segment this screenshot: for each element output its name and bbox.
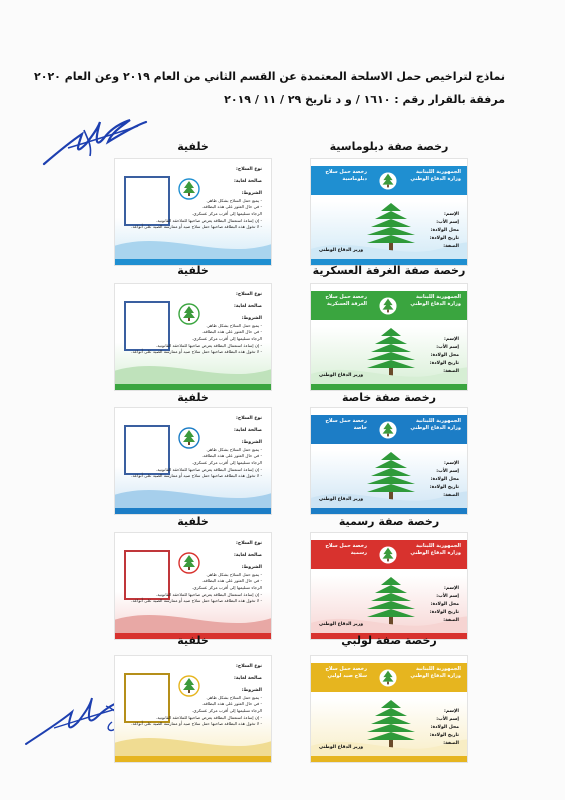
condition-rule: - لا تخول هذه البطاقة صاحبها حمل سلاح صيد أو ممارسة الصيد على أنواعه. (131, 473, 262, 479)
card-bottom-stripe (311, 756, 467, 762)
back-caption: خلفية (177, 634, 209, 647)
field-label: الصفة: (443, 493, 459, 498)
ministry-label: وزارة الدفاع الوطني (410, 425, 461, 431)
condition-rule: الرجاء تسليمها إلى أقرب مركز عسكري. (191, 584, 262, 590)
license-card-back (114, 283, 272, 391)
condition-rule: - لا تخول هذه البطاقة صاحبها حمل سلاح صيد أو ممارسة الصيد على أنواعه. (131, 349, 262, 355)
license-card-back (114, 158, 272, 266)
holder-fields (430, 211, 459, 251)
condition-rule: - إن إساءة استعمال البطاقة يعرض صاحبها للملاحقة القانونية. (155, 591, 262, 597)
card-issuer (403, 294, 461, 308)
condition-rule: الرجاء تسليمها إلى أقرب مركز عسكري. (191, 459, 262, 465)
field-label: تاريخ الولادة: (429, 485, 459, 490)
ministry-label: وزارة الدفاع الوطني (410, 550, 461, 556)
license-type-label: رخصة حمل سلاح دبلوماسية (325, 169, 367, 182)
army-emblem-icon (377, 295, 399, 317)
condition-rule: - يمنع حمل السلاح بشكل ظاهر. (206, 446, 262, 452)
condition-rule: - في حال العثور على هذه البطاقة، (202, 329, 262, 335)
minister-signature-label: وزير الدفاع الوطني (319, 745, 364, 750)
front-caption: رخصة صفة دبلوماسية (329, 140, 449, 153)
front-caption: رخصة صفة الغرفة العسكرية (312, 264, 466, 277)
card-issuer (403, 543, 461, 557)
republic-label: الجمهورية اللبنانية (415, 418, 461, 424)
holder-fields (430, 460, 459, 500)
validity-label: صالحة لغاية: (234, 427, 262, 433)
field-label: محل الولادة: (430, 228, 459, 233)
field-label: إسم الأب: (436, 594, 459, 599)
condition-rule: - لا تخول هذه البطاقة صاحبها حمل سلاح صيد أو ممارسة الصيد على أنواعه. (131, 721, 262, 727)
license-type-label: رخصة حمل سلاح سلاح صيد لولبي (325, 666, 367, 679)
validity-label: صالحة لغاية: (234, 552, 262, 558)
army-emblem-icon (377, 667, 399, 689)
army-emblem-icon (377, 170, 399, 192)
field-label: محل الولادة: (430, 477, 459, 482)
field-label: الإسم: (444, 212, 459, 217)
card-conditions (131, 292, 262, 356)
ministry-label: وزارة الدفاع الوطني (410, 176, 461, 182)
condition-rule: - إن إساءة استعمال البطاقة يعرض صاحبها للملاحقة القانونية. (155, 466, 262, 472)
field-label: محل الولادة: (430, 602, 459, 607)
field-label: الصفة: (443, 369, 459, 374)
republic-label: الجمهورية اللبنانية (415, 294, 461, 300)
condition-rule: - في حال العثور على هذه البطاقة، (202, 204, 262, 210)
minister-signature-label: وزير الدفاع الوطني (319, 497, 364, 502)
card-bottom-stripe (311, 384, 467, 390)
field-label: تاريخ الولادة: (429, 361, 459, 366)
conditions-label: الشروط: (241, 191, 262, 197)
field-label: الصفة: (443, 244, 459, 249)
license-card-front (310, 532, 468, 640)
field-label: تاريخ الولادة: (429, 236, 459, 241)
license-card-front (310, 158, 468, 266)
condition-rule: - يمنع حمل السلاح بشكل ظاهر. (206, 197, 262, 203)
condition-rule: الرجاء تسليمها إلى أقرب مركز عسكري. (191, 707, 262, 713)
back-caption: خلفية (177, 391, 209, 404)
field-label: إسم الأب: (436, 469, 459, 474)
license-type-label: رخصة حمل سلاح رسمية (325, 543, 367, 556)
minister-signature-label: وزير الدفاع الوطني (319, 622, 364, 627)
condition-rule: - إن إساءة استعمال البطاقة يعرض صاحبها للملاحقة القانونية. (155, 714, 262, 720)
army-emblem-icon (377, 544, 399, 566)
validity-label: صالحة لغاية: (234, 303, 262, 309)
conditions-label: الشروط: (241, 440, 262, 446)
card-bottom-stripe (311, 508, 467, 514)
republic-label: الجمهورية اللبنانية (415, 543, 461, 549)
republic-label: الجمهورية اللبنانية (415, 169, 461, 175)
weapon-type-label: نوع السلاح: (236, 664, 262, 669)
card-issuer (403, 418, 461, 432)
card-bottom-stripe (115, 508, 271, 514)
condition-rule: - لا تخول هذه البطاقة صاحبها حمل سلاح صيد أو ممارسة الصيد على أنواعه. (131, 224, 262, 230)
card-issuer (403, 169, 461, 183)
field-label: إسم الأب: (436, 717, 459, 722)
conditions-label: الشروط: (241, 688, 262, 694)
army-emblem-icon (377, 419, 399, 441)
condition-rule: - إن إساءة استعمال البطاقة يعرض صاحبها للملاحقة القانونية. (155, 342, 262, 348)
condition-rule: - في حال العثور على هذه البطاقة، (202, 701, 262, 707)
field-label: إسم الأب: (436, 345, 459, 350)
front-caption: رخصة صفة رسمية (338, 515, 440, 528)
card-bottom-stripe (115, 756, 271, 762)
condition-rule: الرجاء تسليمها إلى أقرب مركز عسكري. (191, 335, 262, 341)
back-caption: خلفية (177, 140, 209, 153)
document-title: نماذج لتراخيص حمل الاسلحة المعتمدة عن القسم الثاني من العام ٢٠١٩ وعن العام ٢٠٢٠ (34, 70, 505, 83)
decision-reference: مرفقة بالقرار رقم : ١٦١٠ / و د تاريخ ٢٩ / ١١ / ٢٠١٩ (224, 93, 505, 106)
ministry-label: وزارة الدفاع الوطني (410, 673, 461, 679)
back-caption: خلفية (177, 264, 209, 277)
field-label: الإسم: (444, 586, 459, 591)
field-label: الصفة: (443, 618, 459, 623)
card-issuer (403, 666, 461, 680)
license-card-back (114, 407, 272, 515)
holder-fields (430, 585, 459, 625)
front-caption: رخصة صفة لولبي (341, 634, 437, 647)
license-card-back (114, 532, 272, 640)
condition-rule: - لا تخول هذه البطاقة صاحبها حمل سلاح صيد أو ممارسة الصيد على أنواعه. (131, 598, 262, 604)
license-card-front (310, 283, 468, 391)
minister-signature-label: وزير الدفاع الوطني (319, 248, 364, 253)
holder-fields (430, 336, 459, 376)
validity-label: صالحة لغاية: (234, 675, 262, 681)
field-label: إسم الأب: (436, 220, 459, 225)
holder-fields (430, 708, 459, 748)
card-conditions (131, 664, 262, 728)
field-label: الإسم: (444, 709, 459, 714)
card-conditions (131, 541, 262, 605)
conditions-label: الشروط: (241, 316, 262, 322)
weapon-type-label: نوع السلاح: (236, 416, 262, 421)
front-caption: رخصة صفة خاصة (341, 391, 436, 404)
field-label: الإسم: (444, 337, 459, 342)
field-label: الصفة: (443, 741, 459, 746)
card-conditions (131, 416, 262, 480)
ministry-label: وزارة الدفاع الوطني (410, 301, 461, 307)
condition-rule: - يمنع حمل السلاح بشكل ظاهر. (206, 694, 262, 700)
minister-signature-label: وزير الدفاع الوطني (319, 373, 364, 378)
license-card-back (114, 655, 272, 763)
license-card-front (310, 407, 468, 515)
weapon-type-label: نوع السلاح: (236, 292, 262, 297)
license-type-label: رخصة حمل سلاح الغرفة العسكرية (325, 294, 367, 307)
condition-rule: - يمنع حمل السلاح بشكل ظاهر. (206, 322, 262, 328)
conditions-label: الشروط: (241, 565, 262, 571)
card-conditions (131, 167, 262, 231)
condition-rule: - في حال العثور على هذه البطاقة، (202, 578, 262, 584)
field-label: محل الولادة: (430, 353, 459, 358)
field-label: الإسم: (444, 461, 459, 466)
license-type-label: رخصة حمل سلاح خاصة (325, 418, 367, 431)
weapon-type-label: نوع السلاح: (236, 541, 262, 546)
license-card-front (310, 655, 468, 763)
republic-label: الجمهورية اللبنانية (415, 666, 461, 672)
field-label: تاريخ الولادة: (429, 733, 459, 738)
field-label: محل الولادة: (430, 725, 459, 730)
card-bottom-stripe (115, 384, 271, 390)
validity-label: صالحة لغاية: (234, 178, 262, 184)
condition-rule: - في حال العثور على هذه البطاقة، (202, 453, 262, 459)
condition-rule: - إن إساءة استعمال البطاقة يعرض صاحبها للملاحقة القانونية. (155, 217, 262, 223)
back-caption: خلفية (177, 515, 209, 528)
condition-rule: الرجاء تسليمها إلى أقرب مركز عسكري. (191, 210, 262, 216)
field-label: تاريخ الولادة: (429, 610, 459, 615)
condition-rule: - يمنع حمل السلاح بشكل ظاهر. (206, 571, 262, 577)
weapon-type-label: نوع السلاح: (236, 167, 262, 172)
